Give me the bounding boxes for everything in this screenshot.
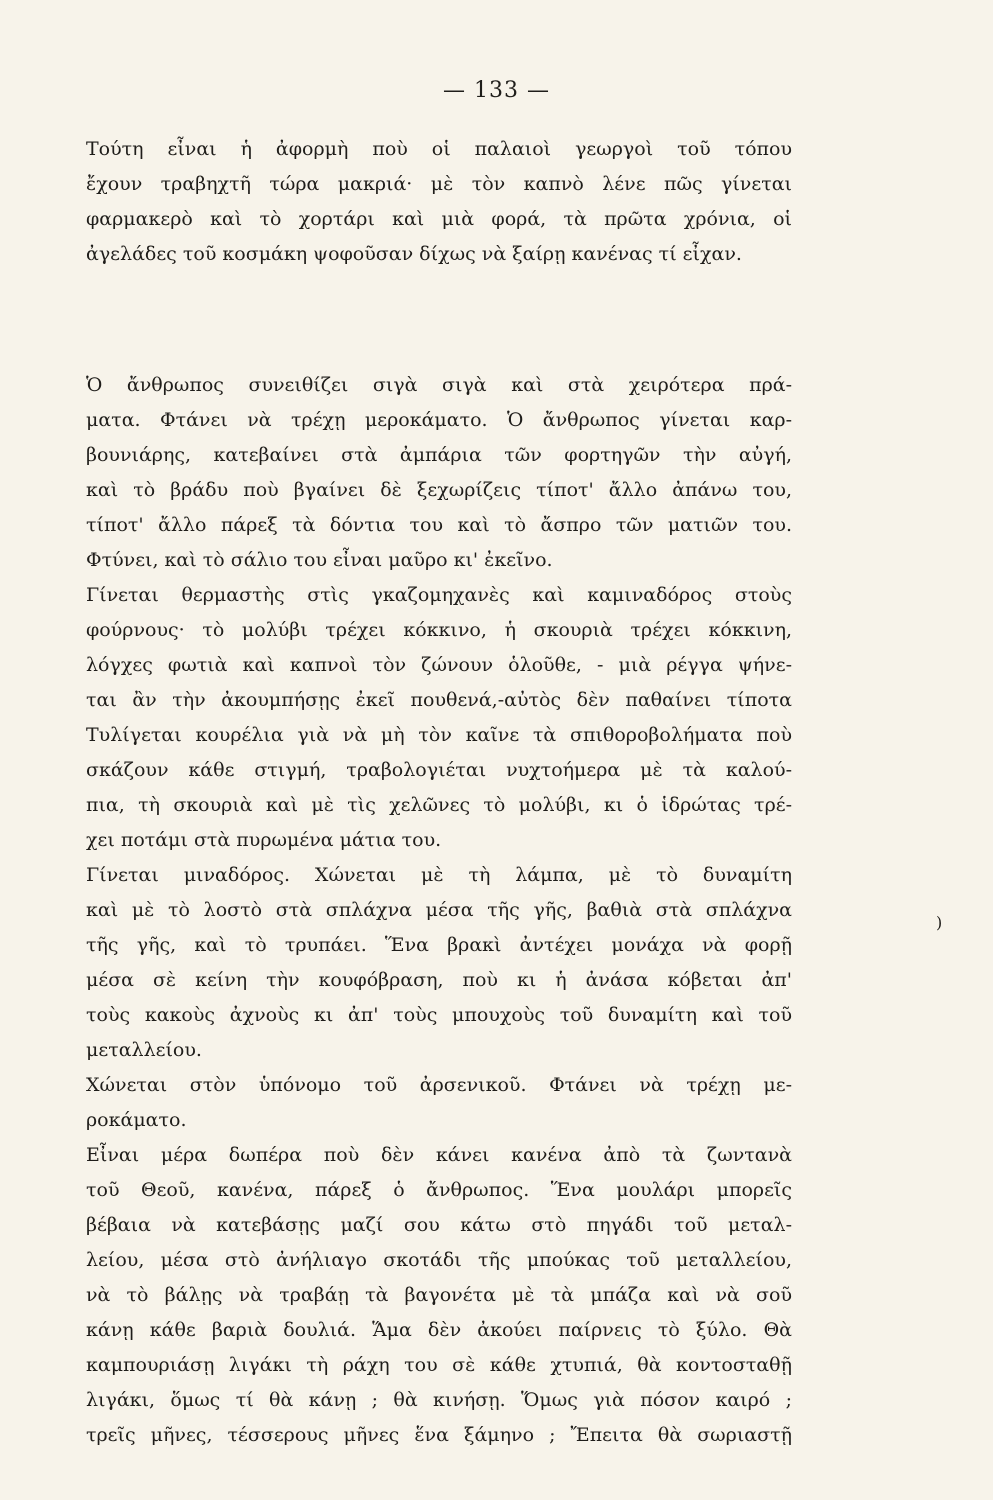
text-line: χει ποτάμι στὰ πυρωμένα μάτια του. bbox=[86, 829, 442, 851]
text-line: Χώνεται στὸν ὑπόνομο τοῦ ἀρσενικοῦ. Φτάνει νὰ τρέχῃ με- bbox=[86, 1074, 792, 1096]
text-line: καὶ τὸ βράδυ ποὺ βγαίνει δὲ ξεχωρίζεις τίποτ' ἄλλο ἀπάνω του, bbox=[86, 479, 792, 501]
paragraph-two bbox=[86, 368, 792, 1453]
text-line: ἔχουν τραβηχτῆ τώρα μακριά· μὲ τὸν καπνὸ λένε πῶς γίνεται bbox=[86, 173, 792, 195]
text-line: φούρνους· τὸ μολύβι τρέχει κόκκινο, ἡ σκουριὰ τρέχει κόκκινη, bbox=[86, 619, 792, 641]
margin-mark: ) bbox=[936, 913, 943, 932]
text-line: μέσα σὲ κείνη τὴν κουφόβραση, ποὺ κι ἡ ἀνάσα κόβεται ἀπ' bbox=[86, 969, 792, 991]
text-line: φαρμακερὸ καὶ τὸ χορτάρι καὶ μιὰ φορά, τὰ πρῶτα χρόνια, οἱ bbox=[86, 208, 792, 230]
text-line: ἀγελάδες τοῦ κοσμάκη ψοφοῦσαν δίχως νὰ ξαίρῃ κανένας τί εἶχαν. bbox=[86, 243, 742, 265]
text-line: ται ἂν τὴν ἀκουμπήσῃς ἐκεῖ πουθενά,-αὐτὸς δὲν παθαίνει τίποτα bbox=[86, 689, 792, 711]
page-number: — 133 — bbox=[443, 78, 550, 103]
text-line: βουνιάρης, κατεβαίνει στὰ ἀμπάρια τῶν φορτηγῶν τὴν αὐγή, bbox=[86, 444, 792, 466]
text-line: καὶ μὲ τὸ λοστὸ στὰ σπλάχνα μέσα τῆς γῆς, βαθιὰ στὰ σπλάχνα bbox=[86, 899, 792, 921]
text-line: Γίνεται θερμαστὴς στὶς γκαζομηχανὲς καὶ καμιναδόρος στοὺς bbox=[86, 584, 792, 606]
text-line: τοὺς κακοὺς ἀχνοὺς κι ἀπ' τοὺς μπουχοὺς τοῦ δυναμίτη καὶ τοῦ bbox=[86, 1004, 792, 1026]
text-line: μεταλλείου. bbox=[86, 1039, 202, 1061]
text-line: τῆς γῆς, καὶ τὸ τρυπάει. Ἕνα βρακὶ ἀντέχει μονάχα νὰ φορῇ bbox=[86, 934, 792, 956]
text-line: λείου, μέσα στὸ ἀνήλιαγο σκοτάδι τῆς μπούκας τοῦ μεταλλείου, bbox=[86, 1249, 792, 1271]
text-line: τίποτ' ἄλλο πάρεξ τὰ δόντια του καὶ τὸ ἄσπρο τῶν ματιῶν του. bbox=[86, 514, 792, 536]
text-line: λόγχες φωτιὰ καὶ καπνοὶ τὸν ζώνουν ὁλοῦθε, - μιὰ ρέγγα ψήνε- bbox=[86, 654, 792, 676]
text-line: ματα. Φτάνει νὰ τρέχῃ μεροκάματο. Ὁ ἄνθρωπος γίνεται καρ- bbox=[86, 409, 792, 431]
text-line: λιγάκι, ὅμως τί θὰ κάνῃ ; θὰ κινήσῃ. Ὅμως γιὰ πόσον καιρό ; bbox=[86, 1389, 792, 1411]
text-line: Τούτη εἶναι ἡ ἀφορμὴ ποὺ οἱ παλαιοὶ γεωργοὶ τοῦ τόπου bbox=[86, 138, 792, 160]
text-line: ροκάματο. bbox=[86, 1109, 187, 1131]
text-line: Τυλίγεται κουρέλια γιὰ νὰ μὴ τὸν καῖνε τὰ σπιθοροβολήματα ποὺ bbox=[86, 724, 792, 746]
text-line: κάνῃ κάθε βαριὰ δουλιά. Ἅμα δὲν ἀκούει παίρνεις τὸ ξύλο. Θὰ bbox=[86, 1319, 792, 1341]
text-line: βέβαια νὰ κατεβάσῃς μαζί σου κάτω στὸ πηγάδι τοῦ μεταλ- bbox=[86, 1214, 792, 1236]
text-line: σκάζουν κάθε στιγμή, τραβολογιέται νυχτοήμερα μὲ τὰ καλού- bbox=[86, 759, 792, 781]
text-line: Εἶναι μέρα δωπέρα ποὺ δὲν κάνει κανένα ἀπὸ τὰ ζωντανὰ bbox=[86, 1144, 792, 1166]
text-line: πια, τὴ σκουριὰ καὶ μὲ τὶς χελῶνες τὸ μολύβι, κι ὁ ἱδρώτας τρέ- bbox=[86, 794, 792, 816]
text-line: νὰ τὸ βάλῃς νὰ τραβάῃ τὰ βαγονέτα μὲ τὰ μπάζα καὶ νὰ σοῦ bbox=[86, 1284, 792, 1306]
text-line: τοῦ Θεοῦ, κανένα, πάρεξ ὁ ἄνθρωπος. Ἕνα μουλάρι μπορεῖς bbox=[86, 1179, 792, 1201]
text-line: Φτύνει, καὶ τὸ σάλιο του εἶναι μαῦρο κι' ἐκεῖνο. bbox=[86, 549, 553, 571]
text-line: Γίνεται μιναδόρος. Χώνεται μὲ τὴ λάμπα, μὲ τὸ δυναμίτη bbox=[86, 864, 792, 886]
text-line: καμπουριάσῃ λιγάκι τὴ ράχη του σὲ κάθε χτυπιά, θὰ κοντοσταθῇ bbox=[86, 1354, 792, 1376]
text-line: τρεῖς μῆνες, τέσσερους μῆνες ἕνα ξάμηνο ; Ἔπειτα θὰ σωριαστῇ bbox=[86, 1424, 792, 1446]
text-line: Ὁ ἄνθρωπος συνειθίζει σιγὰ σιγὰ καὶ στὰ χειρότερα πρά- bbox=[86, 374, 792, 396]
paragraph-one bbox=[86, 132, 792, 272]
